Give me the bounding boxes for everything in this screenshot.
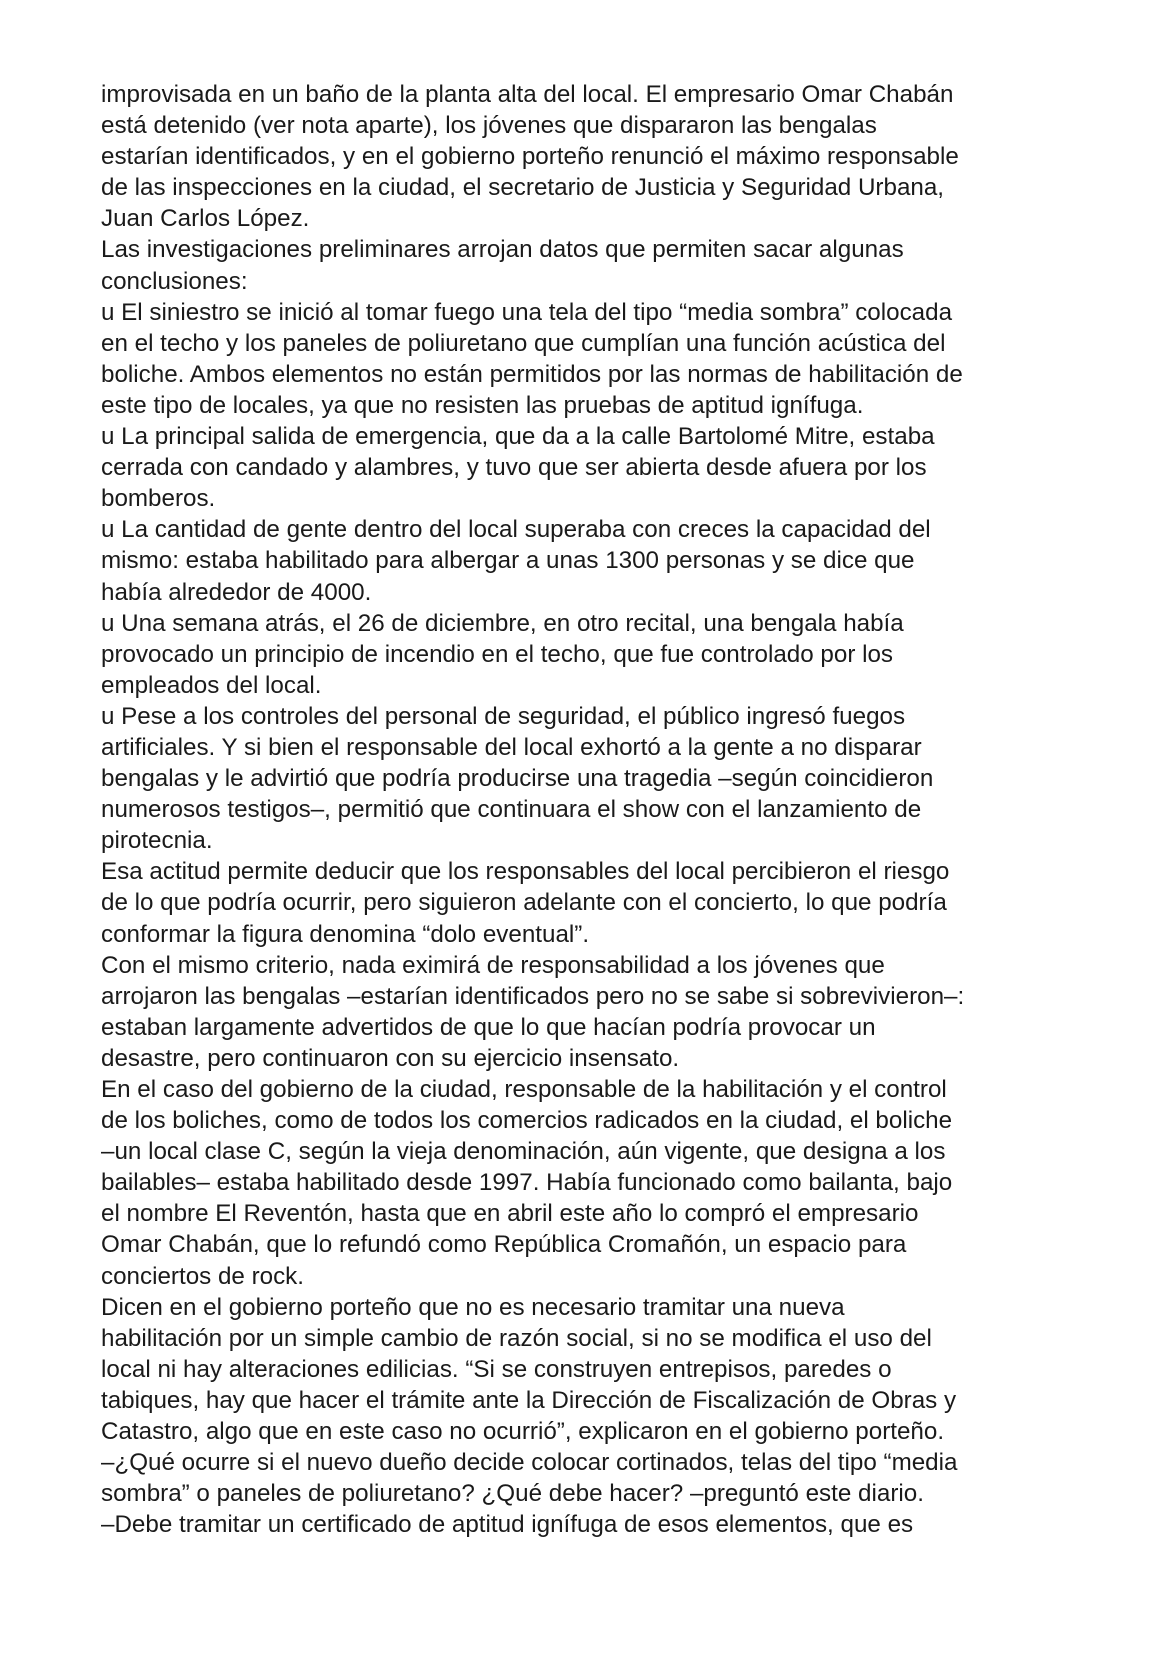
text-line: u Pese a los controles del personal de seguridad, el público ingresó fuegos	[101, 702, 906, 730]
text-line: artificiales. Y si bien el responsable del local exhortó a la gente a no disparar	[101, 733, 922, 761]
text-line: bailables– estaba habilitado desde 1997. Había funcionado como bailanta, bajo	[101, 1169, 953, 1197]
text-line: este tipo de locales, ya que no resisten las pruebas de aptitud ignífuga.	[101, 391, 864, 419]
text-line: mismo: estaba habilitado para albergar a unas 1300 personas y se dice que	[101, 547, 915, 575]
text-line: el nombre El Reventón, hasta que en abril este año lo compró el empresario	[101, 1200, 919, 1228]
text-line: Esa actitud permite deducir que los responsables del local percibieron el riesgo	[101, 858, 950, 886]
text-line: –Debe tramitar un certificado de aptitud ignífuga de esos elementos, que es	[101, 1511, 914, 1539]
text-line: de las inspecciones en la ciudad, el secretario de Justicia y Seguridad Urbana,	[101, 174, 945, 202]
text-line: estarían identificados, y en el gobierno porteño renunció el máximo responsable	[101, 143, 959, 171]
text-line: Las investigaciones preliminares arrojan datos que permiten sacar algunas	[101, 236, 904, 264]
text-line: u El siniestro se inició al tomar fuego una tela del tipo “media sombra” colocada	[101, 298, 953, 326]
text-line: Omar Chabán, que lo refundó como República Cromañón, un espacio para	[101, 1231, 907, 1259]
text-line: bengalas y le advirtió que podría producirse una tragedia –según coincidieron	[101, 765, 934, 793]
text-line: Con el mismo criterio, nada eximirá de responsabilidad a los jóvenes que	[101, 951, 885, 979]
text-line: conformar la figura denomina “dolo eventual”.	[101, 920, 590, 948]
text-line: boliche. Ambos elementos no están permitidos por las normas de habilitación de	[101, 360, 963, 388]
text-line: –¿Qué ocurre si el nuevo dueño decide colocar cortinados, telas del tipo “media	[101, 1449, 958, 1477]
text-line: local ni hay alteraciones edilicias. “Si se construyen entrepisos, paredes o	[101, 1355, 892, 1383]
text-line: había alrededor de 4000.	[101, 578, 372, 606]
text-line: –un local clase C, según la vieja denominación, aún vigente, que designa a los	[101, 1138, 946, 1166]
text-line: estaban largamente advertidos de que lo que hacían podría provocar un	[101, 1013, 876, 1041]
text-line: desastre, pero continuaron con su ejercicio insensato.	[101, 1044, 680, 1072]
text-line: pirotecnia.	[101, 827, 213, 855]
text-line: Dicen en el gobierno porteño que no es necesario tramitar una nueva	[101, 1293, 845, 1321]
text-line: habilitación por un simple cambio de razón social, si no se modifica el uso del	[101, 1324, 932, 1352]
text-line: numerosos testigos–, permitió que continuara el show con el lanzamiento de	[101, 796, 922, 824]
text-line: u La principal salida de emergencia, que da a la calle Bartolomé Mitre, estaba	[101, 423, 935, 451]
text-line: conciertos de rock.	[101, 1262, 304, 1290]
text-line: tabiques, hay que hacer el trámite ante la Dirección de Fiscalización de Obras y	[101, 1386, 957, 1414]
text-line: conclusiones:	[101, 267, 248, 295]
text-line	[101, 1540, 1101, 1571]
text-line: sombra” o paneles de poliuretano? ¿Qué debe hacer? –preguntó este diario.	[101, 1480, 924, 1508]
text-line: provocado un principio de incendio en el techo, que fue controlado por los	[101, 640, 894, 668]
text-line: improvisada en un baño de la planta alta del local. El empresario Omar Chabán	[101, 81, 954, 108]
text-line: En el caso del gobierno de la ciudad, responsable de la habilitación y el control	[101, 1076, 947, 1103]
body-text	[101, 79, 1101, 1572]
text-line: empleados del local.	[101, 671, 322, 699]
text-line: cerrada con candado y alambres, y tuvo que ser abierta desde afuera por los	[101, 454, 927, 482]
text-line: de los boliches, como de todos los comercios radicados en la ciudad, el boliche	[101, 1107, 953, 1135]
text-line: Juan Carlos López.	[101, 205, 310, 233]
text-line: está detenido (ver nota aparte), los jóvenes que dispararon las bengalas	[101, 112, 877, 140]
text-line: u La cantidad de gente dentro del local superaba con creces la capacidad del	[101, 516, 931, 544]
text-line: u Una semana atrás, el 26 de diciembre, en otro recital, una bengala había	[101, 609, 904, 637]
text-line: arrojaron las bengalas –estarían identificados pero no se sabe si sobrevivieron–:	[101, 982, 965, 1010]
text-line: bomberos.	[101, 485, 216, 513]
text-line: Catastro, algo que en este caso no ocurrió”, explicaron en el gobierno porteño.	[101, 1418, 945, 1446]
text-line: en el techo y los paneles de poliuretano que cumplían una función acústica del	[101, 329, 946, 357]
text-line: de lo que podría ocurrir, pero siguieron adelante con el concierto, lo que podría	[101, 889, 947, 917]
